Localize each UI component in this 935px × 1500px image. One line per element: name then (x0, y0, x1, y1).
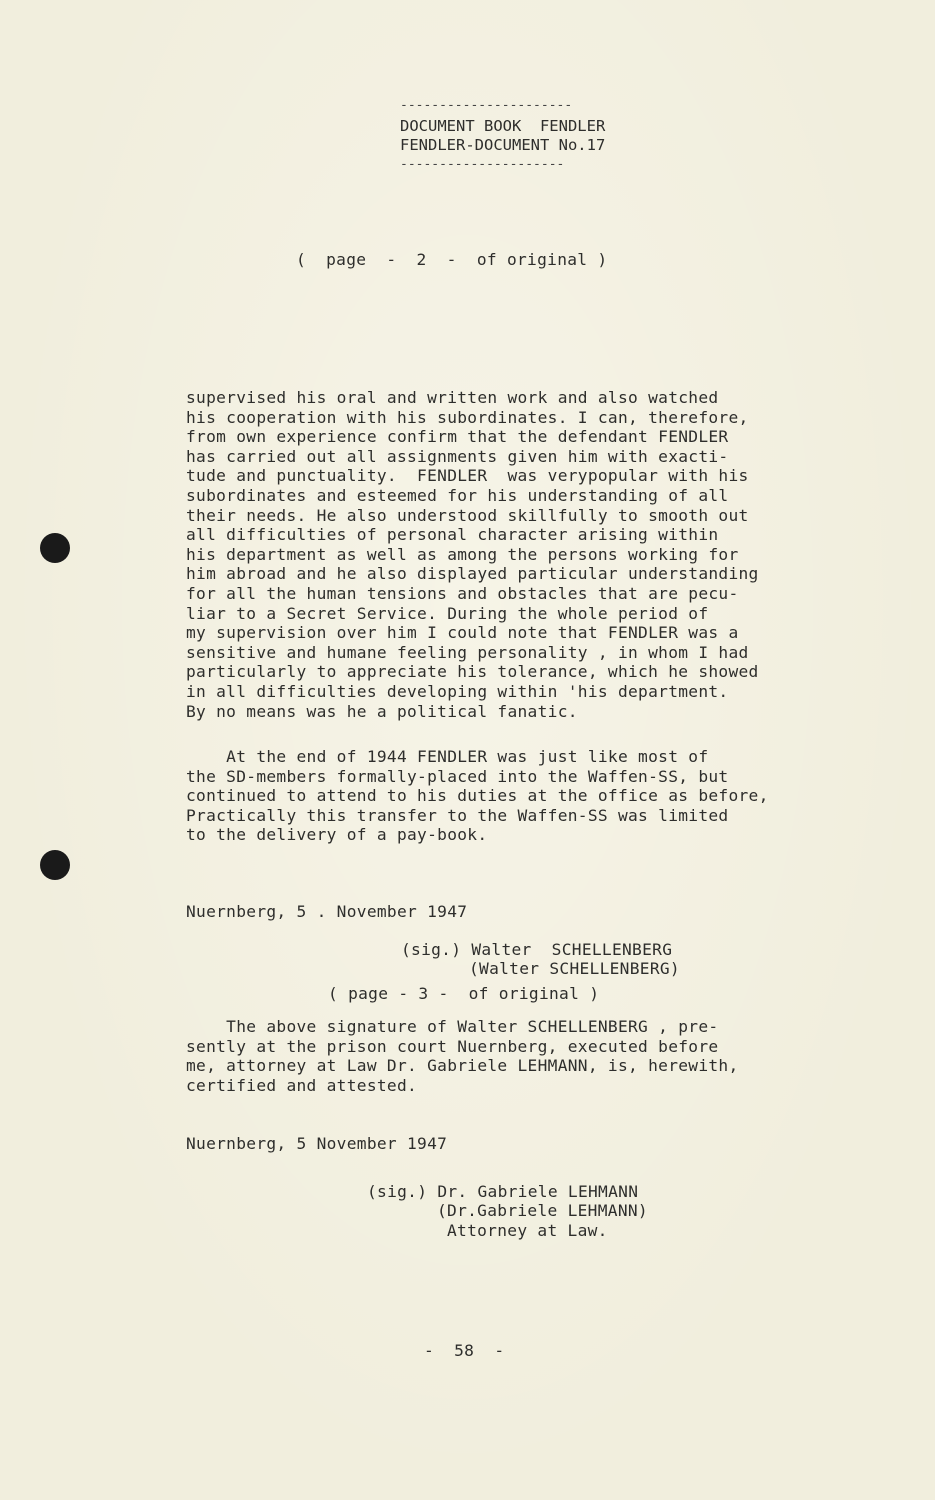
place-date-2: Nuernberg, 5 November 1947 (186, 1134, 448, 1153)
signature-lehmann-typed: (Dr.Gabriele LEHMANN) (437, 1201, 648, 1220)
signature-schellenberg-typed: (Walter SCHELLENBERG) (469, 959, 680, 978)
text-line: to the delivery of a pay-book. (186, 825, 488, 845)
page-reference-original-2: ( page - 2 - of original ) (296, 250, 608, 269)
text-line: their needs. He also understood skillfully to smooth out (186, 505, 749, 525)
body-paragraph-2 (186, 747, 886, 845)
text-line: continued to attend to his duties at the office as before, (186, 786, 769, 806)
punch-hole-top (40, 533, 70, 563)
text-line: in all difficulties developing within 'his department. (186, 681, 729, 701)
signature-schellenberg: (sig.) Walter SCHELLENBERG (401, 940, 673, 959)
text-line: his cooperation with his subordinates. I can, therefore, (186, 407, 749, 427)
text-line: By no means was he a political fanatic. (186, 701, 578, 721)
header-rule-bottom: --------------------- (400, 157, 565, 172)
text-line: subordinates and esteemed for his understanding of all (186, 485, 729, 505)
punch-hole-bottom (40, 850, 70, 880)
text-line: The above signature of Walter SCHELLENBERG , pre- (186, 1017, 719, 1036)
header-document-number: FENDLER-DOCUMENT No.17 (400, 136, 606, 154)
header-title: DOCUMENT BOOK FENDLER (400, 117, 606, 135)
text-line: liar to a Secret Service. During the whole period of (186, 603, 709, 623)
text-line: all difficulties of personal character arising within (186, 525, 719, 545)
text-line: his department as well as among the persons working for (186, 544, 739, 564)
signature-lehmann: (sig.) Dr. Gabriele LEHMANN (367, 1182, 639, 1201)
text-line: particularly to appreciate his tolerance, which he showed (186, 662, 759, 682)
text-line: the SD-members formally-placed into the Waffen-SS, but (186, 766, 729, 786)
text-line: tude and punctuality. FENDLER was verypopular with his (186, 466, 749, 486)
text-line: has carried out all assignments given him with exacti- (186, 446, 729, 466)
page-reference-original-3: ( page - 3 - of original ) (328, 984, 600, 1003)
text-line: him abroad and he also displayed particular understanding (186, 564, 759, 584)
text-line: sently at the prison court Nuernberg, executed before (186, 1036, 719, 1056)
body-paragraph-1 (186, 388, 886, 721)
text-line: sensitive and humane feeling personality , in whom I had (186, 642, 749, 662)
header-rule-top: ---------------------- (400, 98, 573, 113)
text-line: for all the human tensions and obstacles that are pecu- (186, 583, 739, 603)
text-line: me, attorney at Law Dr. Gabriele LEHMANN, is, herewith, (186, 1056, 739, 1076)
text-line: At the end of 1944 FENDLER was just like most of (186, 747, 709, 766)
body-paragraph-3 (186, 1017, 886, 1095)
signature-lehmann-title: Attorney at Law. (447, 1221, 608, 1240)
text-line: my supervision over him I could note that FENDLER was a (186, 623, 739, 643)
text-line: supervised his oral and written work and also watched (186, 388, 719, 407)
text-line: Practically this transfer to the Waffen-SS was limited (186, 805, 729, 825)
place-date-1: Nuernberg, 5 . November 1947 (186, 902, 468, 921)
text-line: certified and attested. (186, 1075, 418, 1095)
text-line: from own experience confirm that the defendant FENDLER (186, 427, 729, 447)
page-number: - 58 - (424, 1341, 505, 1360)
